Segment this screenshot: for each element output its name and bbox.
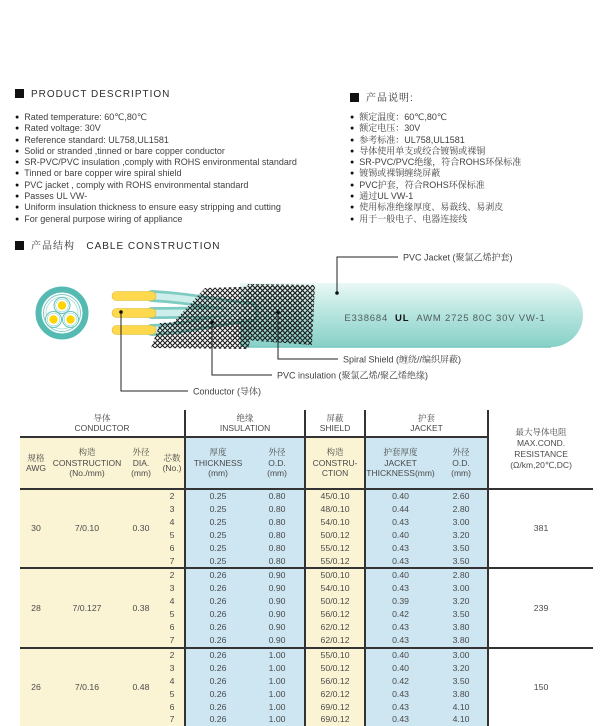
table-cell: 0.90 [250, 608, 305, 621]
table-cell: 55/0.10 [305, 648, 365, 662]
ul-mark-icon: UL [395, 313, 410, 324]
table-cell: 3.80 [435, 621, 488, 634]
table-cell: 7 [160, 634, 185, 648]
bullet-item [350, 202, 595, 213]
bullet-text: PVC jacket , comply with ROHS environmental standard [24, 179, 249, 190]
table-cell: 1.00 [250, 662, 305, 675]
table-cell: 2 [160, 568, 185, 582]
bullet-item [350, 123, 595, 134]
table-cell: 4 [160, 595, 185, 608]
table-cell: 0.26 [185, 621, 250, 634]
table-cell: 0.48 [122, 648, 160, 726]
table-cell: 7 [160, 713, 185, 726]
bullet-icon: ● [15, 136, 20, 144]
core-top [54, 298, 70, 314]
bullet-item [350, 214, 595, 225]
table-cell: 55/0.12 [305, 542, 365, 555]
bullet-item [350, 180, 595, 191]
bullet-icon: ● [15, 215, 20, 223]
table-cell: 150 [488, 648, 593, 726]
bullet-item [350, 146, 595, 157]
spec-table [20, 410, 593, 726]
bullet-text: 参考标准：UL758,UL1581 [359, 134, 465, 145]
table-cell: 0.80 [250, 542, 305, 555]
table-cell: 0.40 [365, 489, 435, 503]
table-cell: 54/0.10 [305, 516, 365, 529]
table-cell: 3 [160, 582, 185, 595]
table-cell: 0.90 [250, 634, 305, 648]
bullet-text: Passes UL VW- [24, 191, 88, 202]
table-cell: 4.10 [435, 701, 488, 714]
table-cell: 0.25 [185, 542, 250, 555]
bullet-text: 用于一般电子、电器连接线 [359, 213, 468, 224]
bullet-item [15, 157, 345, 168]
table-cell: 50/0.12 [305, 529, 365, 542]
table-cell: 50/0.12 [305, 662, 365, 675]
table-cell: 2.80 [435, 568, 488, 582]
table-cell: 0.25 [185, 516, 250, 529]
bullet-item [15, 214, 345, 225]
table-cell: 0.39 [365, 595, 435, 608]
table-cell: 0.26 [185, 648, 250, 662]
bullet-text: Rated temperature: 60℃,80℃ [24, 112, 148, 122]
table-cell: 62/0.12 [305, 621, 365, 634]
bullet-icon: ● [15, 114, 20, 121]
table-cell: 7 [160, 555, 185, 569]
header-dia: 外径 DIA. (mm) [122, 437, 160, 489]
core-left [46, 312, 62, 328]
table-cell: 0.40 [365, 662, 435, 675]
table-cell: 0.90 [250, 621, 305, 634]
table-cell: 0.80 [250, 516, 305, 529]
table-cell: 3.20 [435, 595, 488, 608]
bullet-text: Solid or stranded ,tinned or bare copper conductor [24, 145, 225, 156]
description-list-zh [350, 112, 595, 225]
table-cell: 62/0.12 [305, 634, 365, 648]
table-cell: 30 [20, 489, 52, 568]
table-cell: 3.00 [435, 516, 488, 529]
bullet-item [350, 112, 595, 123]
label-pvc-insulation: PVC insulation (聚氯乙烯/聚乙烯绝缘) [277, 370, 429, 381]
spec-table-body [20, 489, 593, 726]
label-conductor: Conductor (导体) [193, 386, 262, 397]
table-cell: 7/0.127 [52, 568, 122, 647]
bullet-item [15, 202, 345, 213]
table-cell: 0.90 [250, 595, 305, 608]
table-cell: 0.90 [250, 568, 305, 582]
table-cell: 6 [160, 621, 185, 634]
bullet-icon: ● [15, 204, 20, 212]
table-cell: 0.90 [250, 582, 305, 595]
header-construction: 构造 CONSTRUCTION (No./mm) [52, 437, 122, 489]
table-row [20, 568, 593, 582]
table-cell: 0.40 [365, 568, 435, 582]
title-text: 产品说明: [366, 93, 414, 104]
bullet-text: 通过UL VW-1 [359, 191, 414, 202]
table-cell: 4 [160, 516, 185, 529]
bullet-text: For general purpose wiring of appliance [24, 213, 183, 224]
bullet-icon: ● [15, 147, 20, 155]
table-cell: 0.43 [365, 516, 435, 529]
product-description-title [15, 89, 170, 100]
cable-cross-section [39, 290, 86, 337]
table-cell: 54/0.10 [305, 582, 365, 595]
header-shield-construction: 构造 CONSTRU- CTION [305, 437, 365, 489]
bullet-icon: ● [15, 170, 20, 178]
bullet-item [15, 135, 345, 146]
table-cell: 0.44 [365, 503, 435, 516]
bullet-text: 导体使用单支或绞合镀锡或裸铜 [359, 145, 486, 156]
header-thickness: 厚度 THICKNESS (mm) [185, 437, 250, 489]
cable-marking: E338684 UL AWM 2725 80C 30V VW-1 [344, 313, 546, 324]
square-bullet-icon [350, 93, 359, 102]
table-cell: 0.25 [185, 555, 250, 569]
table-cell: 0.26 [185, 568, 250, 582]
bullet-text: Tinned or bare copper wire spiral shield [24, 168, 182, 179]
table-cell: 3.20 [435, 529, 488, 542]
table-cell: 2 [160, 489, 185, 503]
group-header-insulation: 绝缘 INSULATION [185, 410, 305, 437]
table-cell: 0.40 [365, 529, 435, 542]
bullet-text: Uniform insulation thickness to ensure easy stripping and cutting [24, 202, 281, 213]
header-jacket-thickness: 护套厚度 JACKET THICKNESS(mm) [365, 437, 435, 489]
table-cell: 28 [20, 568, 52, 647]
bullet-icon: ● [350, 181, 355, 189]
bullet-icon: ● [15, 125, 20, 133]
table-cell: 0.43 [365, 555, 435, 569]
bullet-item [350, 157, 595, 168]
table-cell: 0.43 [365, 634, 435, 648]
title-text: PRODUCT DESCRIPTION [31, 89, 171, 100]
bullet-text: 额定温度：60℃,80℃ [359, 112, 447, 122]
bullet-icon: ● [15, 181, 20, 189]
table-cell: 1.00 [250, 688, 305, 701]
table-cell: 0.42 [365, 608, 435, 621]
table-cell: 5 [160, 688, 185, 701]
title-text-zh: 产品结构 [31, 241, 75, 252]
bullet-item [15, 146, 345, 157]
product-description-title-zh [350, 89, 414, 104]
table-cell: 0.26 [185, 675, 250, 688]
bullet-text: Rated voltage: 30V [24, 123, 101, 134]
table-cell: 6 [160, 701, 185, 714]
table-cell: 3.50 [435, 555, 488, 569]
table-cell: 3.80 [435, 634, 488, 648]
table-cell: 0.26 [185, 608, 250, 621]
title-text-en: CABLE CONSTRUCTION [86, 241, 221, 252]
bullet-icon: ● [350, 159, 355, 167]
table-cell: 45/0.10 [305, 489, 365, 503]
table-cell: 0.43 [365, 582, 435, 595]
bullet-item [15, 168, 345, 179]
table-cell: 239 [488, 568, 593, 647]
bullet-icon: ● [350, 204, 355, 212]
header-jacket-od: 外径 O.D. (mm) [435, 437, 488, 489]
table-cell: 2.60 [435, 489, 488, 503]
table-cell: 0.80 [250, 489, 305, 503]
table-cell: 0.26 [185, 634, 250, 648]
table-cell: 0.26 [185, 595, 250, 608]
table-cell: 7/0.16 [52, 648, 122, 726]
table-cell: 6 [160, 542, 185, 555]
table-cell: 2 [160, 648, 185, 662]
cable-diagram [0, 248, 603, 410]
table-row [20, 489, 593, 503]
table-cell: 0.43 [365, 542, 435, 555]
table-cell: 0.25 [185, 529, 250, 542]
bullet-item [350, 135, 595, 146]
table-cell: 55/0.12 [305, 555, 365, 569]
table-cell: 1.00 [250, 675, 305, 688]
table-cell: 5 [160, 608, 185, 621]
table-cell: 48/0.10 [305, 503, 365, 516]
group-header-shield: 屏蔽 SHIELD [305, 410, 365, 437]
bullet-item [15, 112, 345, 123]
table-cell: 0.26 [185, 701, 250, 714]
table-cell: 1.00 [250, 648, 305, 662]
bullet-text: 额定电压：30V [359, 123, 421, 134]
bullet-text: PVC护套，符合ROHS环保标准 [359, 179, 485, 190]
table-cell: 0.43 [365, 713, 435, 726]
table-cell: 0.38 [122, 568, 160, 647]
table-cell: 69/0.12 [305, 701, 365, 714]
bullet-text: 镀锡或裸铜缠绕屏蔽 [359, 168, 441, 179]
table-cell: 4 [160, 675, 185, 688]
group-header-jacket: 护套 JACKET [365, 410, 488, 437]
bullet-icon: ● [350, 147, 355, 155]
header-cores: 芯数 (No.) [160, 437, 185, 489]
table-cell: 62/0.12 [305, 688, 365, 701]
table-cell: 0.25 [185, 489, 250, 503]
group-header-conductor: 导体 CONDUCTOR [74, 412, 130, 433]
table-cell: 3.20 [435, 662, 488, 675]
header-ins-od: 外径 O.D. (mm) [250, 437, 305, 489]
table-cell: 0.30 [122, 489, 160, 568]
table-cell: 3.50 [435, 608, 488, 621]
bullet-text: Reference standard: UL758,UL1581 [24, 134, 169, 145]
table-cell: 4.10 [435, 713, 488, 726]
table-cell: 50/0.10 [305, 568, 365, 582]
table-cell: 7/0.10 [52, 489, 122, 568]
table-cell: 0.80 [250, 503, 305, 516]
core-right [63, 312, 79, 328]
cable-side-view [112, 283, 583, 349]
bullet-icon: ● [350, 193, 355, 201]
table-cell: 5 [160, 529, 185, 542]
table-cell: 3.50 [435, 542, 488, 555]
table-cell: 0.80 [250, 555, 305, 569]
bullet-text: 使用标准绝缘厚度、易裁线、易剥皮 [359, 202, 504, 213]
table-cell: 0.43 [365, 701, 435, 714]
table-cell: 56/0.12 [305, 675, 365, 688]
table-cell: 2.80 [435, 503, 488, 516]
table-cell: 0.40 [365, 648, 435, 662]
table-cell: 0.25 [185, 503, 250, 516]
bullet-item [350, 168, 595, 179]
table-cell: 0.80 [250, 529, 305, 542]
label-spiral-shield: Spiral Shield (缠绕//编织屏蔽) [343, 354, 462, 365]
table-cell: 0.43 [365, 688, 435, 701]
bullet-icon: ● [350, 114, 355, 121]
bullet-item [350, 191, 595, 202]
bullet-item [15, 123, 345, 134]
bullet-icon: ● [15, 159, 20, 167]
bullet-text: SR-PVC/PVC绝缘，符合ROHS环保标准 [359, 157, 522, 168]
bullet-item [15, 180, 345, 191]
bullet-icon: ● [350, 125, 355, 133]
table-cell: 0.26 [185, 713, 250, 726]
table-cell: 3 [160, 503, 185, 516]
bullet-text: SR-PVC/PVC insulation ,comply with ROHS environmental standard [24, 157, 297, 168]
table-cell: 0.26 [185, 688, 250, 701]
table-cell: 69/0.12 [305, 713, 365, 726]
table-cell: 1.00 [250, 701, 305, 714]
table-cell: 0.42 [365, 675, 435, 688]
table-cell: 3.50 [435, 675, 488, 688]
table-cell: 26 [20, 648, 52, 726]
table-cell: 1.00 [250, 713, 305, 726]
group-header-row [20, 410, 593, 437]
bullet-item [15, 191, 345, 202]
table-cell: 56/0.12 [305, 608, 365, 621]
header-resistance: 最大导体电阻 MAX.COND. RESISTANCE (Ω/km,20℃,DC) [488, 410, 593, 489]
bullet-icon: ● [350, 215, 355, 223]
table-cell: 50/0.12 [305, 595, 365, 608]
table-cell: 3.00 [435, 648, 488, 662]
table-cell: 0.26 [185, 582, 250, 595]
header-awg: 规格 AWG [20, 437, 52, 489]
table-cell: 3.00 [435, 582, 488, 595]
bullet-icon: ● [350, 136, 355, 144]
table-cell: 3 [160, 662, 185, 675]
label-pvc-jacket: PVC Jacket (聚氯乙烯护套) [403, 252, 513, 263]
table-cell: 0.26 [185, 662, 250, 675]
table-cell: 381 [488, 489, 593, 568]
bullet-icon: ● [15, 193, 20, 201]
bare-conductors [112, 292, 156, 335]
square-bullet-icon [15, 89, 24, 98]
table-row [20, 648, 593, 662]
description-list-en [15, 112, 345, 225]
table-cell: 0.43 [365, 621, 435, 634]
bullet-icon: ● [350, 170, 355, 178]
table-cell: 3.80 [435, 688, 488, 701]
